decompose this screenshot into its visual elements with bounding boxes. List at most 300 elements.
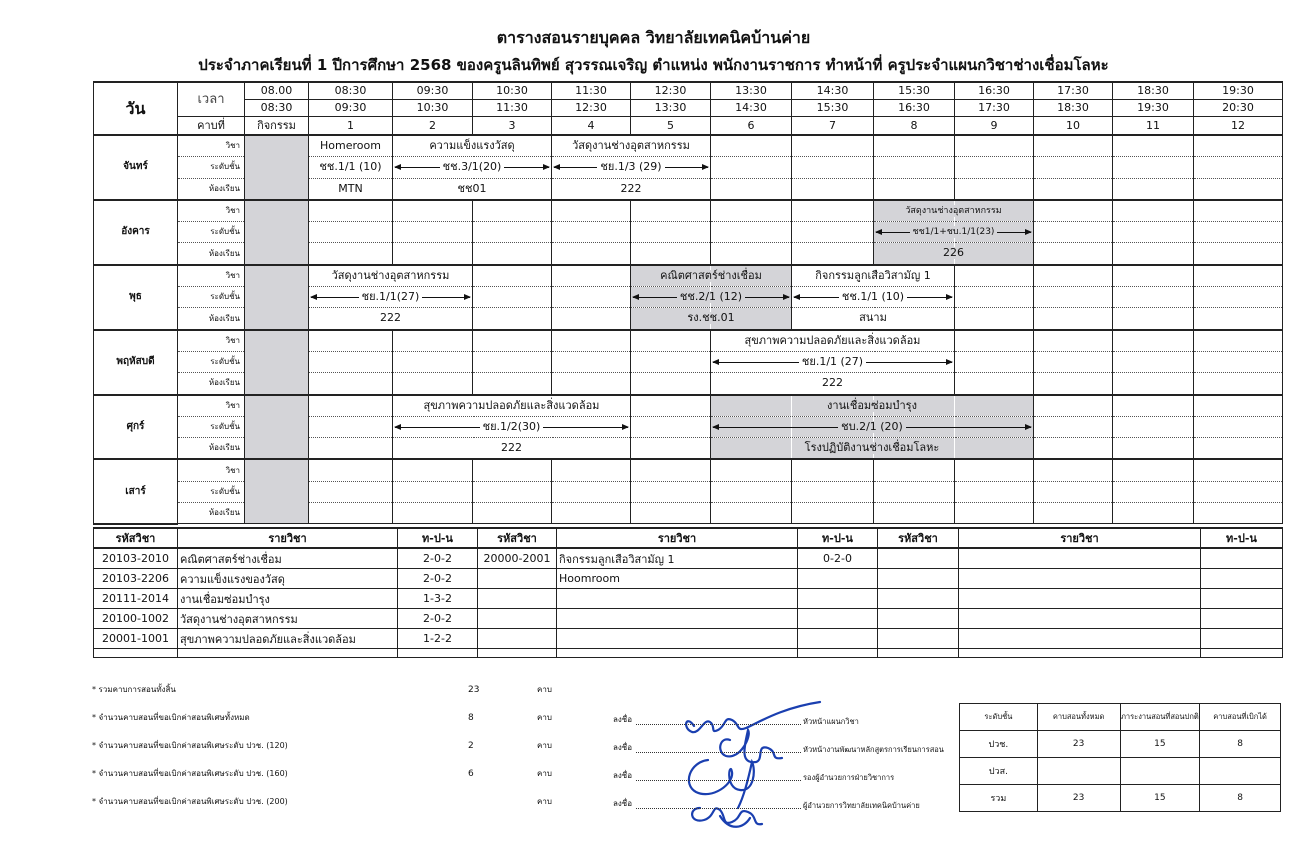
subject-code xyxy=(478,589,557,609)
slot-cell xyxy=(552,222,631,243)
subject-name: สุขภาพความปลอดภัยและสิ่งแวดล้อม xyxy=(178,629,398,649)
slot-cell xyxy=(1113,438,1194,460)
slot-cell xyxy=(631,330,711,352)
schedule-entry-text: Homeroom xyxy=(317,140,384,152)
subject-name xyxy=(959,569,1201,589)
period-number: 2 xyxy=(393,117,473,136)
row-label: วิชา xyxy=(178,395,245,417)
schedule-entry-text: 222 xyxy=(377,312,404,324)
page-title: ตารางสอนรายบุคคล วิทยาลัยเทคนิคบ้านค่าย xyxy=(496,28,811,47)
activity-cell xyxy=(245,200,309,265)
summary-cell: ปวส. xyxy=(960,758,1038,785)
slot-cell xyxy=(792,503,874,524)
slot-cell xyxy=(711,416,903,437)
activity-cell xyxy=(245,265,309,330)
slot-cell xyxy=(393,351,473,372)
summary-cell xyxy=(1200,758,1281,785)
slot-cell xyxy=(792,157,874,178)
day-label: พฤหัสบดี xyxy=(94,330,178,395)
slot-cell xyxy=(1034,243,1113,265)
schedule-entry-text: สุขภาพความปลอดภัยและสิ่งแวดล้อม xyxy=(421,400,603,412)
slot-cell xyxy=(1194,351,1283,372)
subject-name: ความแข็งแรงของวัสดุ xyxy=(178,569,398,589)
slot-cell xyxy=(1194,157,1283,178)
day-label: ศุกร์ xyxy=(94,395,178,460)
slot-cell xyxy=(393,438,522,460)
time-end: 09:30 xyxy=(309,100,393,117)
row-label: ห้องเรียน xyxy=(178,243,245,265)
schedule-entry-text: งานเชื่อมซ่อมบำรุง xyxy=(824,400,920,412)
day-column-header: วัน xyxy=(94,82,178,135)
schedule-entry-text: สนาม xyxy=(856,312,890,324)
schedule-entry xyxy=(792,288,954,306)
slot-cell xyxy=(552,481,631,502)
subject-name: กิจกรรมลูกเสือวิสามัญ 1 xyxy=(557,548,798,569)
slot-cell xyxy=(955,503,1034,524)
subject-code: 20111-2014 xyxy=(94,589,178,609)
row-label: ระดับชั้น xyxy=(178,157,245,178)
summary-header: คาบสอนทั้งหมด xyxy=(1037,704,1120,731)
subject-name-header: รายวิชา xyxy=(959,528,1201,548)
activity-cell xyxy=(245,135,309,200)
subject-row xyxy=(94,569,1283,589)
slot-cell xyxy=(552,351,631,372)
signature-line xyxy=(636,752,801,753)
slot-cell xyxy=(711,243,792,265)
schedule-entry xyxy=(631,288,791,306)
slot-cell xyxy=(792,178,874,200)
slot-cell xyxy=(1034,330,1113,352)
slot-cell xyxy=(1034,308,1113,330)
schedule-entry-text: ชย.1/3 (29) xyxy=(597,161,664,173)
time-end: 20:30 xyxy=(1194,100,1283,117)
row-label: ระดับชั้น xyxy=(178,351,245,372)
slot-cell xyxy=(955,481,1034,502)
period-number: 10 xyxy=(1034,117,1113,136)
subject-name xyxy=(959,548,1201,569)
subject-name xyxy=(178,649,398,658)
time-start: 09:30 xyxy=(393,82,473,100)
slot-cell xyxy=(1194,308,1283,330)
subject-credit-header: ท-ป-น xyxy=(398,528,478,548)
schedule-entry-text: ชช1/1+ชบ.1/1(23) xyxy=(910,226,998,238)
slot-cell xyxy=(1034,438,1113,460)
summary-table xyxy=(959,703,1281,812)
slot-cell xyxy=(309,157,393,178)
slot-cell xyxy=(1194,330,1283,352)
schedule-entry xyxy=(309,158,392,176)
signature-line xyxy=(636,780,801,781)
slot-cell xyxy=(711,178,792,200)
sign-label: ลงชื่อ xyxy=(613,799,633,808)
subject-name: คณิตศาสตร์ช่างเชื่อม xyxy=(178,548,398,569)
slot-cell xyxy=(874,481,955,502)
slot-cell xyxy=(955,135,1034,157)
slot-cell xyxy=(1194,200,1283,222)
subject-credit-header: ท-ป-น xyxy=(798,528,878,548)
time-start: 14:30 xyxy=(792,82,874,100)
subject-credit xyxy=(798,609,878,629)
slot-cell xyxy=(393,157,502,178)
subject-code-header: รหัสวิชา xyxy=(878,528,959,548)
schedule-entry xyxy=(309,267,472,285)
row-label: ห้องเรียน xyxy=(178,308,245,330)
slot-cell xyxy=(1034,416,1113,437)
schedule-entry xyxy=(393,439,630,457)
subject-code xyxy=(478,629,557,649)
subject-code xyxy=(478,609,557,629)
slot-cell xyxy=(1113,330,1194,352)
slot-cell xyxy=(792,135,874,157)
slot-cell xyxy=(792,481,874,502)
slot-cell xyxy=(874,135,955,157)
row-label: วิชา xyxy=(178,265,245,287)
summary-cell xyxy=(1120,758,1200,785)
subject-code: 20000-2001 xyxy=(478,548,557,569)
slot-cell xyxy=(309,395,393,417)
slot-cell xyxy=(631,459,711,481)
schedule-entry-text: ชบ.2/1 (20) xyxy=(838,421,906,433)
schedule-entry xyxy=(874,244,1033,262)
subject-code xyxy=(878,589,959,609)
slot-cell xyxy=(1113,243,1194,265)
note-label: * รวมคาบการสอนทั้งสิ้น xyxy=(92,685,176,694)
slot-cell xyxy=(393,395,600,417)
slot-cell xyxy=(955,351,1034,372)
subject-name xyxy=(557,629,798,649)
subject-code xyxy=(878,629,959,649)
schedule-entry-text: ชย.1/1(27) xyxy=(359,291,423,303)
summary-cell: 8 xyxy=(1200,731,1281,758)
slot-cell xyxy=(955,373,1034,395)
time-start: 15:30 xyxy=(874,82,955,100)
slot-cell xyxy=(1034,287,1113,308)
slot-cell xyxy=(552,373,631,395)
activity-cell xyxy=(245,459,309,523)
schedule-entry-text: 222 xyxy=(819,377,846,389)
subject-credit xyxy=(798,589,878,609)
summary-cell: 23 xyxy=(1037,731,1120,758)
schedule-entry-text: ชช.1/1 (10) xyxy=(839,291,907,303)
time-label: เวลา xyxy=(178,82,245,117)
signature-scribbles xyxy=(660,700,900,835)
slot-cell xyxy=(309,459,393,481)
slot-cell xyxy=(309,287,420,308)
day-label: จันทร์ xyxy=(94,135,178,200)
schedule-entry-text: ชย.1/2(30) xyxy=(480,421,544,433)
schedule-entry xyxy=(792,309,954,327)
slot-cell xyxy=(1194,243,1283,265)
subject-name: วัสดุงานช่างอุตสาหกรรม xyxy=(178,609,398,629)
slot-cell xyxy=(393,503,473,524)
slot-cell xyxy=(309,438,393,460)
signer-role: หัวหน้างานพัฒนาหลักสูตรการเรียนการสอน xyxy=(803,745,944,754)
slot-cell xyxy=(631,287,743,308)
slot-cell xyxy=(792,459,874,481)
subject-code: 20103-2010 xyxy=(94,548,178,569)
slot-cell xyxy=(393,200,473,222)
schedule-entry xyxy=(393,397,630,415)
slot-cell xyxy=(631,373,711,395)
note-unit: คาบ xyxy=(537,797,552,806)
sign-label: ลงชื่อ xyxy=(613,743,633,752)
slot-cell xyxy=(552,157,662,178)
slot-cell xyxy=(711,351,864,372)
time-end: 17:30 xyxy=(955,100,1034,117)
schedule-entry-text: วัสดุงานช่างอุตสาหกรรม xyxy=(569,140,693,152)
note-value: 2 xyxy=(468,741,474,751)
subject-credit xyxy=(1201,589,1283,609)
time-end: 11:30 xyxy=(473,100,552,117)
summary-cell: รวม xyxy=(960,785,1038,812)
schedule-entry-text: ความแข็งแรงวัสดุ xyxy=(426,140,517,152)
time-end: 15:30 xyxy=(792,100,874,117)
row-label: ระดับชั้น xyxy=(178,222,245,243)
slot-cell xyxy=(1113,416,1194,437)
time-start: 08:30 xyxy=(309,82,393,100)
schedule-entry xyxy=(874,223,1033,241)
slot-cell xyxy=(309,308,401,330)
note-label: * จำนวนคาบสอนที่ขอเบิกค่าสอนพิเศษระดับ ปวช. (120) xyxy=(92,741,288,750)
slot-cell xyxy=(711,459,792,481)
row-label: ห้องเรียน xyxy=(178,503,245,524)
schedule-entry-text: 222 xyxy=(618,183,645,195)
row-label: ห้องเรียน xyxy=(178,178,245,200)
slot-cell xyxy=(874,178,955,200)
schedule-entry-text: 222 xyxy=(498,442,525,454)
slot-cell xyxy=(309,222,393,243)
slot-cell xyxy=(1034,157,1113,178)
period-number: 1 xyxy=(309,117,393,136)
slot-cell xyxy=(711,395,917,417)
subject-row xyxy=(94,649,1283,658)
summary-header: ภาระงานสอนที่สอนปกติ xyxy=(1120,704,1200,731)
slot-cell xyxy=(792,308,887,330)
slot-cell xyxy=(552,287,631,308)
subject-name: Hoomroom xyxy=(557,569,798,589)
period-number: 3 xyxy=(473,117,552,136)
slot-cell xyxy=(1113,503,1194,524)
slot-cell xyxy=(711,157,792,178)
schedule-entry xyxy=(393,137,551,155)
slot-cell xyxy=(1034,503,1113,524)
slot-cell xyxy=(1113,351,1194,372)
slot-cell xyxy=(955,178,1034,200)
slot-cell xyxy=(1194,503,1283,524)
note-label: * จำนวนคาบสอนที่ขอเบิกค่าสอนพิเศษระดับ ปวช. (200) xyxy=(92,797,288,806)
note-value: 23 xyxy=(468,685,480,695)
schedule-entry-text: 226 xyxy=(940,247,967,259)
summary-header: คาบสอนที่เบิกได้ xyxy=(1200,704,1281,731)
slot-cell xyxy=(1034,178,1113,200)
slot-cell xyxy=(1113,135,1194,157)
time-end: 10:30 xyxy=(393,100,473,117)
summary-cell: ปวช. xyxy=(960,731,1038,758)
schedule-grid xyxy=(93,81,1283,525)
subject-code xyxy=(878,649,959,658)
slot-cell xyxy=(1194,135,1283,157)
subject-code xyxy=(878,569,959,589)
subject-credit xyxy=(398,649,478,658)
slot-cell xyxy=(874,200,1002,222)
slot-cell xyxy=(711,200,792,222)
schedule-entry-text: คณิตศาสตร์ช่างเชื่อม xyxy=(657,270,765,282)
slot-cell xyxy=(792,243,874,265)
slot-cell xyxy=(792,287,905,308)
schedule-entry xyxy=(393,180,551,198)
subject-code-header: รหัสวิชา xyxy=(478,528,557,548)
slot-cell xyxy=(955,287,1034,308)
slot-cell xyxy=(473,308,552,330)
slot-cell xyxy=(1194,373,1283,395)
period-number: 5 xyxy=(631,117,711,136)
slot-cell xyxy=(473,200,552,222)
schedule-entry xyxy=(309,137,392,155)
time-end: 16:30 xyxy=(874,100,955,117)
slot-cell xyxy=(552,243,631,265)
time-start: 10:30 xyxy=(473,82,552,100)
time-start: 13:30 xyxy=(711,82,792,100)
slot-cell xyxy=(874,157,955,178)
slot-cell xyxy=(792,222,874,243)
schedule-entry xyxy=(631,309,791,327)
period-number: 11 xyxy=(1113,117,1194,136)
slot-cell xyxy=(473,459,552,481)
subject-code: 20100-1002 xyxy=(94,609,178,629)
summary-cell: 15 xyxy=(1120,785,1200,812)
subject-row xyxy=(94,609,1283,629)
subject-credit xyxy=(1201,649,1283,658)
summary-cell: 8 xyxy=(1200,785,1281,812)
schedule-entry-text: กิจกรรมลูกเสือวิสามัญ 1 xyxy=(812,270,934,282)
slot-cell xyxy=(1113,481,1194,502)
row-label: วิชา xyxy=(178,135,245,157)
subject-name xyxy=(959,649,1201,658)
slot-cell xyxy=(309,265,450,287)
signer-role: ผู้อำนวยการวิทยาลัยเทคนิคบ้านค่าย xyxy=(803,801,920,810)
slot-cell xyxy=(631,438,711,460)
schedule-entry-text: MTN xyxy=(335,183,365,195)
slot-cell xyxy=(711,503,792,524)
slot-cell xyxy=(309,351,393,372)
slot-cell xyxy=(309,200,393,222)
schedule-entry-text: ชช.1/1 (10) xyxy=(316,161,384,173)
subject-row xyxy=(94,589,1283,609)
slot-cell xyxy=(393,416,541,437)
slot-cell xyxy=(1113,395,1194,417)
subject-name xyxy=(557,649,798,658)
schedule-entry xyxy=(631,267,791,285)
slot-cell xyxy=(393,135,515,157)
schedule-entry xyxy=(711,418,1033,436)
subject-credit xyxy=(1201,548,1283,569)
slot-cell xyxy=(309,243,393,265)
schedule-entry xyxy=(552,158,710,176)
schedule-entry-text: ชช.2/1 (12) xyxy=(677,291,745,303)
slot-cell xyxy=(1034,265,1113,287)
slot-cell xyxy=(1113,308,1194,330)
time-end: 12:30 xyxy=(552,100,631,117)
time-end: 13:30 xyxy=(631,100,711,117)
note-unit: คาบ xyxy=(537,713,552,722)
activity-cell xyxy=(245,330,309,395)
signature-line xyxy=(636,724,801,725)
slot-cell xyxy=(473,222,552,243)
note-label: * จำนวนคาบสอนที่ขอเบิกค่าสอนพิเศษระดับ ปวช. (160) xyxy=(92,769,288,778)
time-start: 17:30 xyxy=(1034,82,1113,100)
subject-credit xyxy=(1201,629,1283,649)
slot-cell xyxy=(1034,395,1113,417)
day-label: อังคาร xyxy=(94,200,178,265)
subject-row xyxy=(94,629,1283,649)
slot-cell xyxy=(1194,395,1283,417)
slot-cell xyxy=(393,481,473,502)
slot-cell xyxy=(552,200,631,222)
slot-cell xyxy=(711,135,792,157)
slot-cell xyxy=(1194,265,1283,287)
time-start: 18:30 xyxy=(1113,82,1194,100)
subject-name xyxy=(959,589,1201,609)
slot-cell xyxy=(393,222,473,243)
slot-cell xyxy=(473,373,552,395)
slot-cell xyxy=(473,287,552,308)
slot-cell xyxy=(631,243,711,265)
slot-cell xyxy=(1113,157,1194,178)
schedule-entry xyxy=(711,439,1033,457)
slot-cell xyxy=(552,503,631,524)
subject-credit: 1-2-2 xyxy=(398,629,478,649)
subject-credit xyxy=(798,569,878,589)
period-number: 6 xyxy=(711,117,792,136)
subject-code-header: รหัสวิชา xyxy=(94,528,178,548)
schedule-entry-text: ชย.1/1 (27) xyxy=(799,356,866,368)
schedule-entry xyxy=(309,288,472,306)
schedule-entry-text: ชช.3/1(20) xyxy=(440,161,505,173)
summary-cell: 23 xyxy=(1037,785,1120,812)
slot-cell xyxy=(955,265,1034,287)
slot-cell xyxy=(631,308,735,330)
subject-credit: 2-0-2 xyxy=(398,569,478,589)
slot-cell xyxy=(1194,438,1283,460)
subject-name xyxy=(557,589,798,609)
slot-cell xyxy=(631,265,762,287)
activity-cell xyxy=(245,395,309,460)
page-subtitle: ประจำภาคเรียนที่ 1 ปีการศึกษา 2568 ของครูนลินทิพย์ สุวรรณเจริญ ตำแหน่ง พนักงานราชการ ทำหน้าที่ ครูประจำแผนกวิชาช่างเชื่อมโลหะ xyxy=(198,56,1109,74)
subject-credit xyxy=(1201,569,1283,589)
slot-cell xyxy=(874,459,955,481)
slot-cell xyxy=(631,481,711,502)
slot-cell xyxy=(631,503,711,524)
slot-cell xyxy=(1034,373,1113,395)
slot-cell xyxy=(955,330,1034,352)
time-start: 12:30 xyxy=(631,82,711,100)
activity-header: กิจกรรม xyxy=(245,117,309,136)
row-label: ห้องเรียน xyxy=(178,373,245,395)
slot-cell xyxy=(1034,459,1113,481)
row-label: ห้องเรียน xyxy=(178,438,245,460)
time-end: 08:30 xyxy=(245,100,309,117)
slot-cell xyxy=(309,416,393,437)
schedule-entry xyxy=(393,158,551,176)
slot-cell xyxy=(393,459,473,481)
signer-role: รองผู้อำนวยการฝ่ายวิชาการ xyxy=(803,773,895,782)
slot-cell xyxy=(1113,222,1194,243)
slot-cell xyxy=(552,265,631,287)
slot-cell xyxy=(473,243,552,265)
arrow-right-icon xyxy=(889,427,1031,428)
subject-name xyxy=(959,609,1201,629)
slot-cell xyxy=(473,503,552,524)
